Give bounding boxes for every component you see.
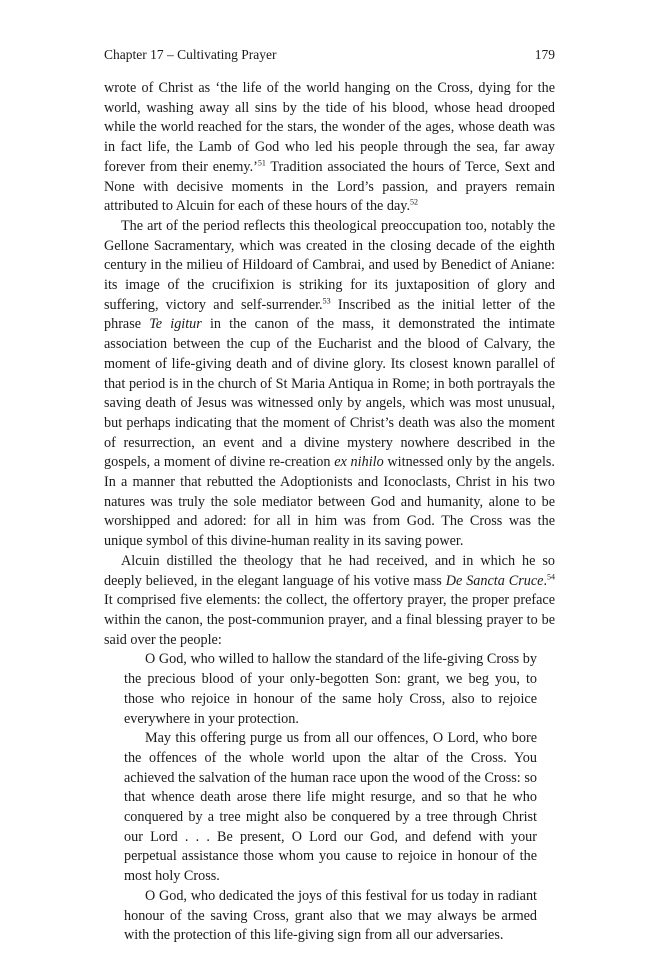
chapter-title: Chapter 17 – Cultivating Prayer	[104, 47, 277, 62]
italic-de-sancta-cruce: De Sancta Cruce	[445, 572, 544, 589]
footnote-ref-51: 51	[257, 158, 266, 168]
italic-ex-nihilo: ex nihilo	[334, 454, 384, 471]
italic-te-igitur: Te igitur	[149, 316, 202, 333]
quote-paragraph-3: O God, who dedicated the joys of this festival for us today in radiant honour of the saving Cross, grant also that we may always be armed with the protection of this life-giving sign from all our adversaries.	[124, 887, 537, 944]
page-number: 179	[534, 47, 555, 62]
footnote-ref-53: 53	[322, 296, 331, 305]
paragraph-2	[104, 217, 555, 552]
body-text	[104, 79, 555, 946]
paragraph-2-text-b: Inscribed as the initial letter of the phrase	[104, 296, 555, 333]
quote-paragraph-2: May this offering purge us from all our offences, O Lord, who bore the offences of the whole world upon the altar of the Cross. You achieved the salvation of the human race upon the wood of the Cross: so that whence death arose there life might resurge, and so that he who conquered by a tree might also be conquered by a tree through Christ our Lord . . . Be present, O Lord our God, and defend with your perpetual assistance those whom you cause to rejoice in honour of the most holy Cross.	[124, 730, 537, 885]
paragraph-2-text-a: The art of the period reflects this theological preoccupation too, notably the Gellone Sacramentary, which was created in the closing decade of the eighth century in the milieu of Hildoard of Cambrai, and used by Benedict of Aniane: its image of the crucifixion is striking for its juxtaposition of glory and suffering, victory and self-surrender.	[104, 217, 555, 313]
paragraph-3	[104, 552, 555, 651]
footnote-ref-52: 52	[410, 197, 418, 207]
paragraph-1-text-b: Tradition associated the hours of Terce, Sext and None with decisive moments in the Lord’s passion, and prayers remain attributed to Alcuin for each of these hours of the day.	[104, 158, 556, 215]
paragraph-1-text-a: wrote of Christ as ‘the life of the world hanging on the Cross, dying for the world, washing away all sins by the tide of his blood, whose head drooped while the world reached for the stars, the wonder of the ages, whose death was in fact life, the Lamb of God who led his people through the sea, far away forever from their enemy.’	[104, 80, 555, 175]
paragraph-3-text-b: .	[543, 572, 547, 589]
quote-paragraph-1: O God, who willed to hallow the standard of the life-giving Cross by the precious blood of your only-begotten Son: grant, we beg you, to those who rejoice in honour of the same holy Cross, also to rejoice everywhere in your protection.	[124, 651, 537, 727]
paragraph-3-text-a: Alcuin distilled the theology that he had received, and in which he so deeply believed, in the elegant language of his votive mass	[104, 552, 555, 589]
paragraph-3-text-c: It comprised five elements: the collect, the offertory prayer, the proper preface within the canon, the post-communion prayer, and a final blessing prayer to be said over the people:	[104, 592, 555, 648]
block-quote	[124, 650, 537, 946]
paragraph-1	[104, 79, 555, 217]
paragraph-2-text-d: witnessed only by the angels. In a manner that rebutted the Adoptionists and Iconoclasts, Christ in his two natures was truly the sole mediator between God and humanity, alone to be worshipped and adored: for all in him was from God. The Cross was the unique symbol of this divine-human reality in its saving power.	[104, 454, 555, 550]
paragraph-2-text-c: in the canon of the mass, it demonstrated the intimate association between the cup of the Eucharist and the blood of Calvary, the moment of life-giving death and of divine glory. Its closest known parallel of that period is in the church of St Maria Antiqua in Rome; in both portrayals the saving death of Jesus was witnessed only by angels, which was most unusual, but perhaps indicating that the moment of Christ’s death was also the moment of resurrection, an event and a divine mystery nowhere described in the gospels, a moment of divine re-creation	[104, 316, 555, 471]
footnote-ref-54: 54	[547, 571, 555, 581]
